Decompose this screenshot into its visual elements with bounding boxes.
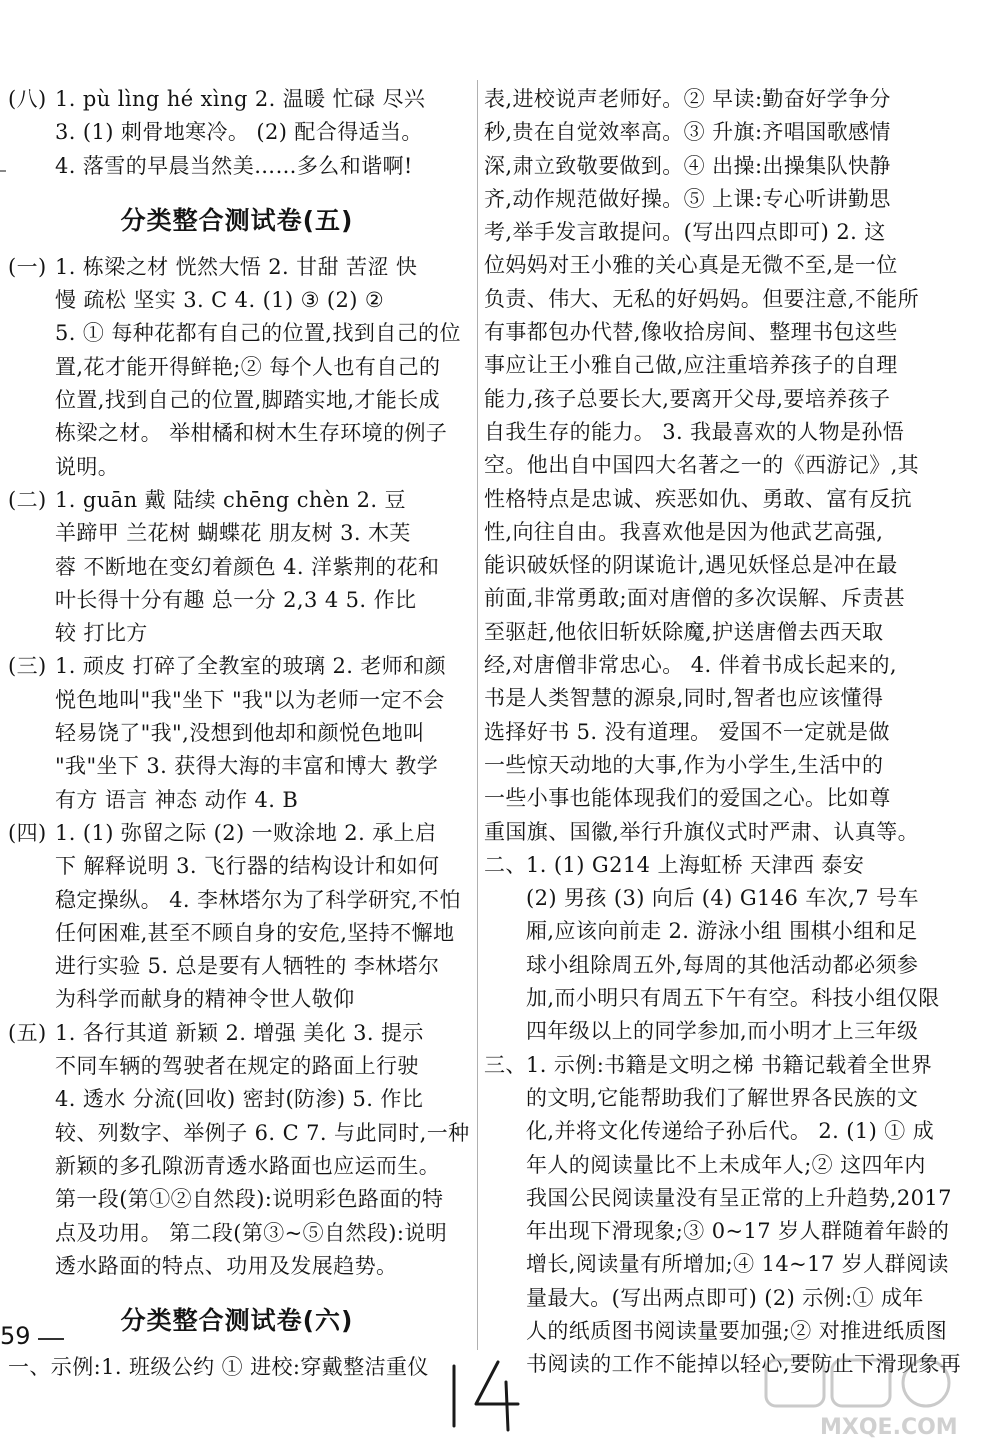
text-line: 齐,动作规范做好操。⑤ 上课:专心听讲勤思 xyxy=(484,186,891,211)
text-line: 置,花才能开得鲜艳;② 每个人也有自己的 xyxy=(55,354,441,379)
text-line: 任何困难,甚至不顾自身的安危,坚持不懈地 xyxy=(55,920,455,945)
text-line: 量最大。(写出两点即可) (2) 示例:① 成年 xyxy=(526,1285,924,1310)
text-line: 3. (1) 刺骨地寒冷。 (2) 配合得适当。 xyxy=(55,120,423,145)
text-line: 位置,找到自己的位置,脚踏实地,才能长成 xyxy=(55,388,441,413)
text-line: 位妈妈对王小雅的关心真是无微不至,是一位 xyxy=(484,253,898,278)
test5-section-5 xyxy=(8,1017,470,1283)
text-line: 考,举手发言敢提问。(写出四点即可) 2. 这 xyxy=(484,220,886,245)
page-number-dash xyxy=(38,1338,64,1340)
text-line: 自我生存的能力。 3. 我最喜欢的人物是孙悟 xyxy=(484,419,905,444)
text-line: 下 解释说明 3. 飞行器的结构设计和如何 xyxy=(55,854,440,879)
section-label: (一) xyxy=(8,254,47,279)
text-line: 经,对唐僧非常忠心。 4. 伴着书成长起来的, xyxy=(484,653,897,678)
text-line: 1. guān 戴 陆续 chēng chèn 2. 豆 xyxy=(55,487,406,512)
text-line: 羊蹄甲 兰花树 蝴蝶花 朋友树 3. 木芙 xyxy=(55,521,411,546)
text-line: 空。他出自中国四大名著之一的《西游记》,其 xyxy=(484,453,920,478)
text-line: 新颖的多孔隙沥青透水路面也应运而生。 xyxy=(55,1153,441,1178)
text-line: 1. 示例:书籍是文明之梯 书籍记载着全世界 xyxy=(526,1052,933,1077)
section-8-label: (八) xyxy=(8,87,47,111)
text-line: 1. (1) 弥留之际 (2) 一败涂地 2. 承上启 xyxy=(55,820,437,845)
text-line: (2) 男孩 (3) 向后 (4) G146 车次,7 号车 xyxy=(526,886,919,911)
section-label: (四) xyxy=(8,820,47,845)
text-line: 叶长得十分有趣 总一分 2,3 4 5. 作比 xyxy=(55,587,417,612)
site-watermark xyxy=(760,1356,1000,1440)
test-6-title: 分类整合测试卷(六) xyxy=(120,1306,354,1336)
text-line: 4. 透水 分流(回收) 密封(防渗) 5. 作比 xyxy=(55,1087,424,1112)
text-line: 不同车辆的驾驶者在规定的路面上行驶 xyxy=(55,1054,419,1079)
part-3-label: 三、 xyxy=(484,1052,527,1077)
text-line: 事应让王小雅自己做,应注重培养孩子的自理 xyxy=(484,353,898,378)
text-line: 说明。 xyxy=(55,454,120,479)
text-line: 一些惊天动地的大事,作为小学生,生活中的 xyxy=(484,752,884,777)
part-2 xyxy=(484,849,940,1049)
text-line: 前面,非常勇敢;面对唐僧的多次误解、斥责甚 xyxy=(484,586,906,611)
part-3 xyxy=(484,1049,962,1382)
text-line: 我国公民阅读量没有呈正常的上升趋势,2017 xyxy=(526,1185,952,1210)
text-line: 性格特点是忠诚、疾恶如仇、勇敢、富有反抗 xyxy=(484,486,912,511)
test5-section-2 xyxy=(8,484,466,650)
text-line: 人的纸质图书阅读量要加强;② 对推进纸质图 xyxy=(526,1318,948,1343)
text-line: 蓉 不断地在变幻着颜色 4. 洋紫荆的花和 xyxy=(55,554,440,579)
test-5-title: 分类整合测试卷(五) xyxy=(120,205,354,235)
handwritten-page-number xyxy=(446,1356,526,1434)
text-line: 年人的阅读量比不上未成年人;② 这四年内 xyxy=(526,1152,926,1177)
left-column xyxy=(8,83,470,1384)
text-line: 1. 栋梁之材 恍然大悟 2. 甘甜 苦涩 快 xyxy=(55,254,418,279)
text-line: 一些小事也能体现我们的爱国之心。比如尊 xyxy=(484,786,891,811)
test6-continuation xyxy=(484,83,930,849)
text-line: 点及功用。 第二段(第③~⑤自然段):说明 xyxy=(55,1220,448,1245)
text-line: 加,而小明只有周五下午有空。科技小组仅限 xyxy=(526,986,940,1011)
text-line: 选择好书 5. 没有道理。 爱国不一定就是做 xyxy=(484,719,890,744)
text-line: 为科学而献身的精神令世人敬仰 xyxy=(55,987,355,1012)
text-line: 表,进校说声老师好。② 早读:勤奋好学争分 xyxy=(484,87,891,111)
right-column xyxy=(484,83,962,1382)
text-line: 书是人类智慧的源泉,同时,智者也应该懂得 xyxy=(484,686,884,711)
text-line: 年出现下滑现象;③ 0~17 岁人群随着年龄的 xyxy=(526,1219,950,1244)
text-line: 能力,孩子总要长大,要离开父母,要培养孩子 xyxy=(484,386,891,411)
text-line: 秒,贵在自觉效率高。③ 升旗:齐唱国歌感情 xyxy=(484,120,891,145)
text-line: "我"坐下 3. 获得大海的丰富和博大 教学 xyxy=(55,754,439,779)
text-line: 书阅读的工作不能掉以轻心,要防止下滑现象再 xyxy=(526,1352,962,1377)
text-line: 栋梁之材。 举柑橘和树木生存环境的例子 xyxy=(55,421,448,446)
text-line: 化,并将文化传递给子孙后代。 2. (1) ① 成 xyxy=(526,1119,935,1144)
margin-tick xyxy=(0,170,6,172)
text-line: 5. ① 每种花都有自己的位置,找到自己的位 xyxy=(55,321,461,346)
text-line: 有方 语言 神态 动作 4. B xyxy=(55,787,299,812)
text-line: 第一段(第①②自然段):说明彩色路面的特 xyxy=(55,1187,444,1212)
text-line: 的文明,它能帮助我们了解世界各民族的文 xyxy=(526,1085,919,1110)
test5-section-3 xyxy=(8,650,466,816)
text-line: 较、列数字、举例子 6. C 7. 与此同时,一种 xyxy=(55,1120,470,1145)
part-2-label: 二、 xyxy=(484,852,527,877)
text-line: 透水路面的特点、功用及发展趋势。 xyxy=(55,1253,398,1278)
text-line: 1. 各行其道 新颖 2. 增强 美化 3. 提示 xyxy=(55,1020,424,1045)
text-line: 4. 落雪的早晨当然美……多么和谐啊! xyxy=(55,153,413,178)
section-label: (五) xyxy=(8,1020,47,1045)
page-number: 59 xyxy=(0,1322,31,1350)
text-line: 四年级以上的同学参加,而小明才上三年级 xyxy=(526,1019,919,1044)
text-line: 深,肃立致敬要做到。④ 出操:出操集队快静 xyxy=(484,153,891,178)
text-line: 1. 顽皮 打碎了全教室的玻璃 2. 老师和颜 xyxy=(55,654,446,679)
section-label: (二) xyxy=(8,487,47,512)
svg-text:MXQE.COM: MXQE.COM xyxy=(820,1415,958,1440)
section-8 xyxy=(8,83,466,183)
text-line: 轻易饶了"我",没想到他却和颜悦色地叫 xyxy=(55,721,425,746)
text-line: 重国旗、国徽,举行升旗仪式时严肃、认真等。 xyxy=(484,819,920,844)
text-line: 负责、伟大、无私的好妈妈。但要注意,不能所 xyxy=(484,286,920,311)
text-line: 球小组除周五外,每周的其他活动都必须参 xyxy=(526,952,919,977)
text-line: 进行实验 5. 总是要有人牺牲的 李林塔尔 xyxy=(55,954,440,979)
text-line: 有事都包办代替,像收拾房间、整理书包这些 xyxy=(484,320,898,345)
text-line: 增长,阅读量有所增加;④ 14~17 岁人群阅读 xyxy=(526,1252,949,1277)
text-line: 较 打比方 xyxy=(55,621,148,646)
text-line: 1. (1) G214 上海虹桥 天津西 泰安 xyxy=(526,852,865,877)
text-line: 一、示例:1. 班级公约 ① 进校:穿戴整洁重仪 xyxy=(8,1355,429,1380)
column-divider xyxy=(477,80,478,1350)
test5-section-1 xyxy=(8,251,466,484)
test6-first-line xyxy=(8,1351,466,1384)
text-line: 能识破妖怪的阴谋诡计,遇见妖怪总是冲在最 xyxy=(484,553,898,578)
text-line: 1. pù lìng hé xìng 2. 温暖 忙碌 尽兴 xyxy=(55,87,426,111)
text-line: 厢,应该向前走 2. 游泳小组 围棋小组和足 xyxy=(526,919,918,944)
text-line: 性,向往自由。我喜欢他是因为他武艺高强, xyxy=(484,519,884,544)
text-line: 悦色地叫"我"坐下 "我"以为老师一定不会 xyxy=(55,687,445,712)
text-line: 稳定操纵。 4. 李林塔尔为了科学研究,不怕 xyxy=(55,887,461,912)
text-line: 至驱赶,他依旧斩妖除魔,护送唐僧去西天取 xyxy=(484,619,884,644)
section-label: (三) xyxy=(8,654,47,679)
text-line: 慢 疏松 坚实 3. C 4. (1) ③ (2) ② xyxy=(55,288,385,313)
test5-section-4 xyxy=(8,817,466,1017)
